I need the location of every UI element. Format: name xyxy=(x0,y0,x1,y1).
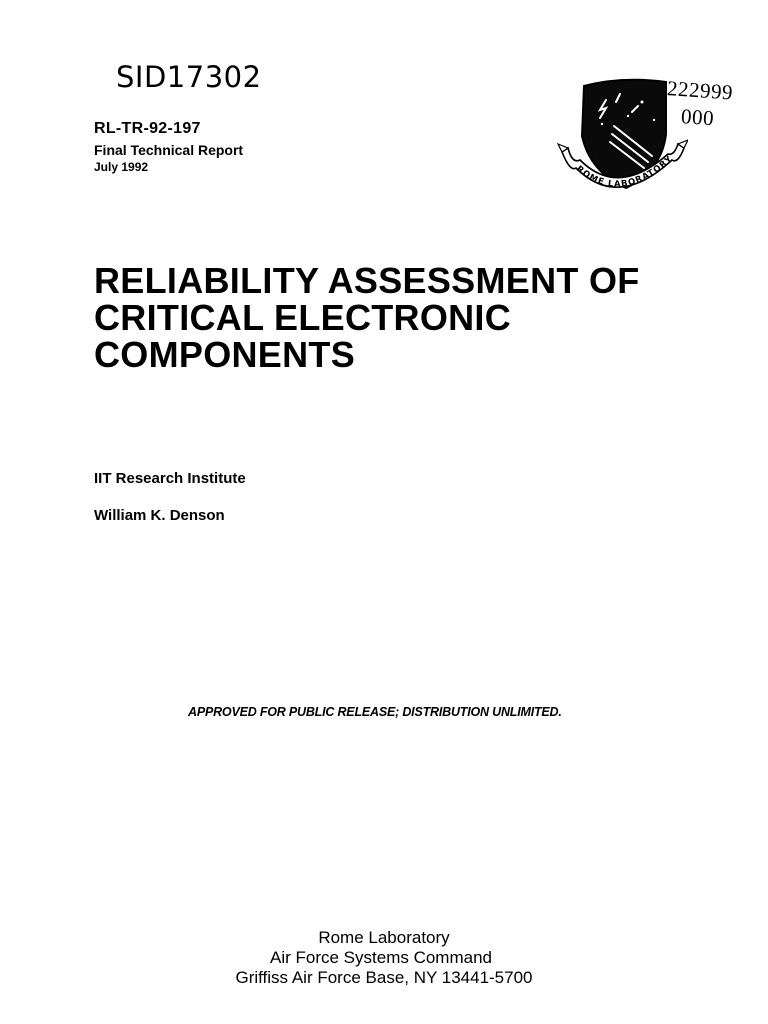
title-line-3: COMPONENTS xyxy=(94,334,356,375)
report-date: July 1992 xyxy=(94,160,149,174)
report-number: RL-TR-92-197 xyxy=(94,120,201,137)
report-type: Final Technical Report xyxy=(94,142,244,158)
issuer-line-1: Rome Laboratory xyxy=(318,928,450,947)
release-statement: APPROVED FOR PUBLIC RELEASE; DISTRIBUTION UNLIMITED. xyxy=(188,705,562,719)
rome-laboratory-shield-icon xyxy=(556,72,688,208)
issuing-organization xyxy=(0,928,768,988)
title-line-1: RELIABILITY ASSESSMENT OF xyxy=(94,260,640,301)
document-title xyxy=(94,262,640,373)
author-organization: IIT Research Institute xyxy=(94,470,246,487)
author-name: William K. Denson xyxy=(94,507,225,524)
svg-text:ROME LABORATORY: ROME LABORATORY xyxy=(574,153,676,190)
title-line-2: CRITICAL ELECTRONIC xyxy=(94,297,512,338)
stamp-number-line-1: 222999 xyxy=(666,76,734,105)
document-id: SID17302 xyxy=(116,60,262,94)
stamp-number-line-2: 000 xyxy=(680,104,715,131)
issuer-line-3: Griffiss Air Force Base, NY 13441-5700 xyxy=(235,968,533,987)
issuer-line-2: Air Force Systems Command xyxy=(270,948,492,967)
